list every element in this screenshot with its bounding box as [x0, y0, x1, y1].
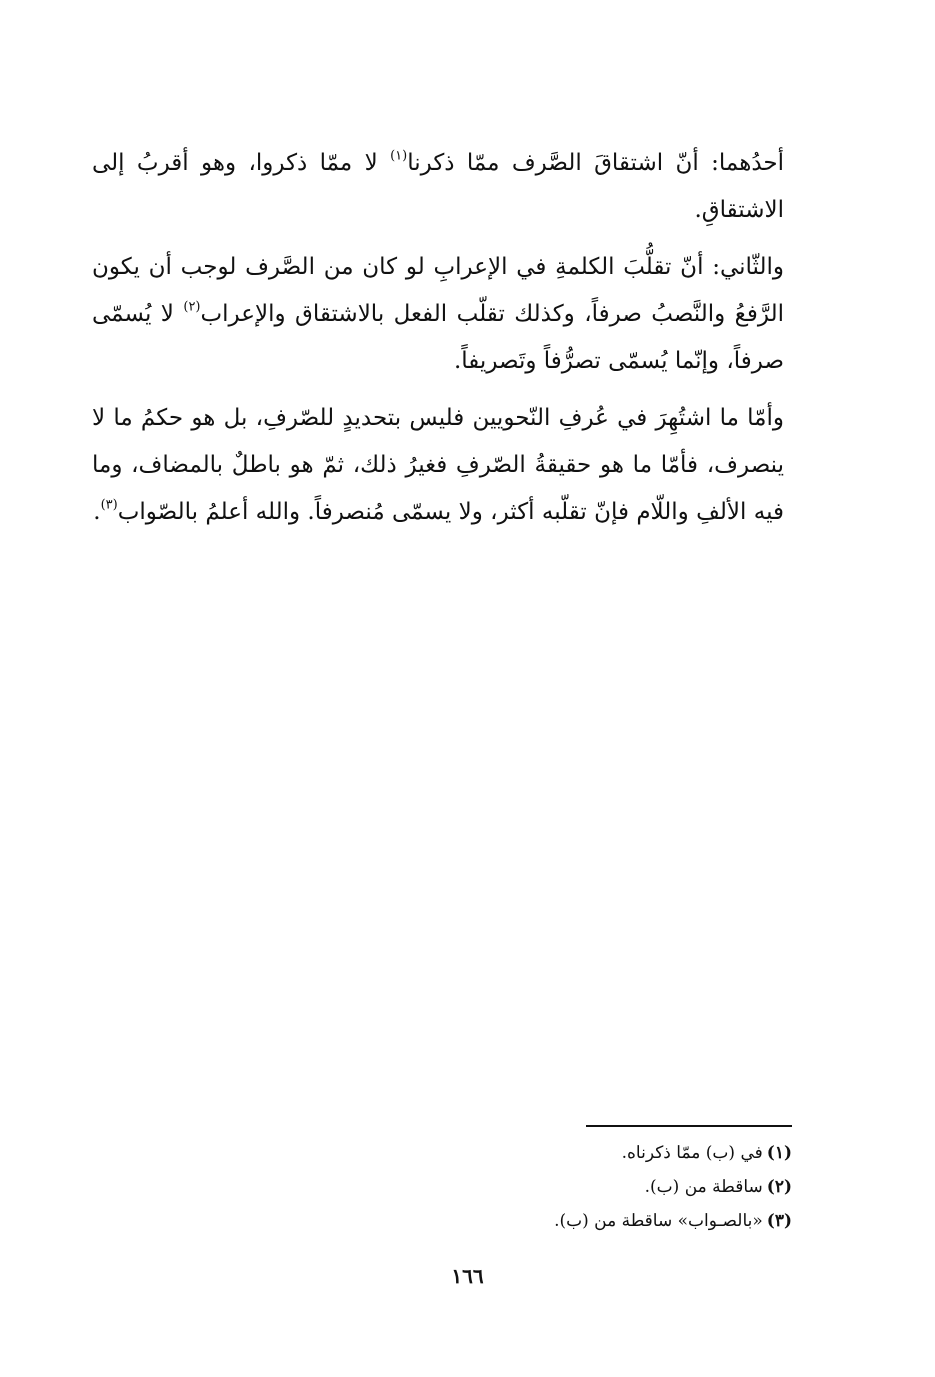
footnote-3 — [500, 1204, 792, 1238]
footnote-text-3: «بالصـواب» ساقطة من (ب). — [554, 1211, 763, 1231]
paragraph-2-text-end: لا يُسمّى صرفاً، وإنّما يُسمّى تصرُّفاً وتَصريفاً. — [92, 301, 784, 374]
footnote-reference-3: (٣) — [100, 497, 118, 513]
footnote-reference-1: (١) — [390, 148, 408, 164]
paragraph-1-text-start: أحدُهما: أنّ اشتقاقَ الصَّرف ممّا ذكرنا — [407, 150, 784, 176]
paragraph-3 — [92, 395, 784, 536]
paragraph-2-text-start: والثّاني: أنّ تقلُّبَ الكلمةِ في الإعرابِ لو كان من الصَّرف لوجب أن يكون الرَّفعُ والنَّصبُ صرفاً، وكذلك تقلّب الفعل بالاشتقاق والإعراب — [92, 254, 784, 327]
paragraph-1 — [92, 140, 784, 234]
footnote-text-2: ساقطة من (ب). — [644, 1177, 763, 1197]
footnote-divider — [586, 1125, 792, 1127]
main-text — [92, 140, 784, 546]
footnote-reference-2: (٢) — [183, 299, 201, 315]
paragraph-1-text-end: لا ممّا ذكروا، وهو أقربُ إلى الاشتقاقِ. — [92, 150, 784, 223]
footnote-number-2: (٢) — [766, 1177, 792, 1197]
paragraph-2 — [92, 244, 784, 385]
page-number: ١٦٦ — [451, 1264, 484, 1288]
footnote-text-1: في (ب) ممّا ذكرناه. — [621, 1143, 763, 1163]
paragraph-3-text-start: وأمّا ما اشتُهِرَ في عُرفِ النّحويين فليس بتحديدٍ للصّرفِ، بل هو حكمُ ما لا ينصرف، فأمّا ما هو حقيقةُ الصّرفِ فغيرُ ذلك، ثمّ هو باطلٌ بالمضاف، وما فيه الألفِ واللّام فإنّ تقلّبه أكثر، ولا يسمّى مُنصرفاً. والله أعلمُ بالصّواب — [92, 405, 784, 525]
paragraph-3-text-end: . — [93, 499, 101, 525]
footnote-2 — [500, 1170, 792, 1204]
footnote-1 — [500, 1136, 792, 1170]
footnote-number-1: (١) — [766, 1143, 792, 1163]
footnote-number-3: (٣) — [766, 1211, 792, 1231]
footnotes — [500, 1136, 792, 1238]
